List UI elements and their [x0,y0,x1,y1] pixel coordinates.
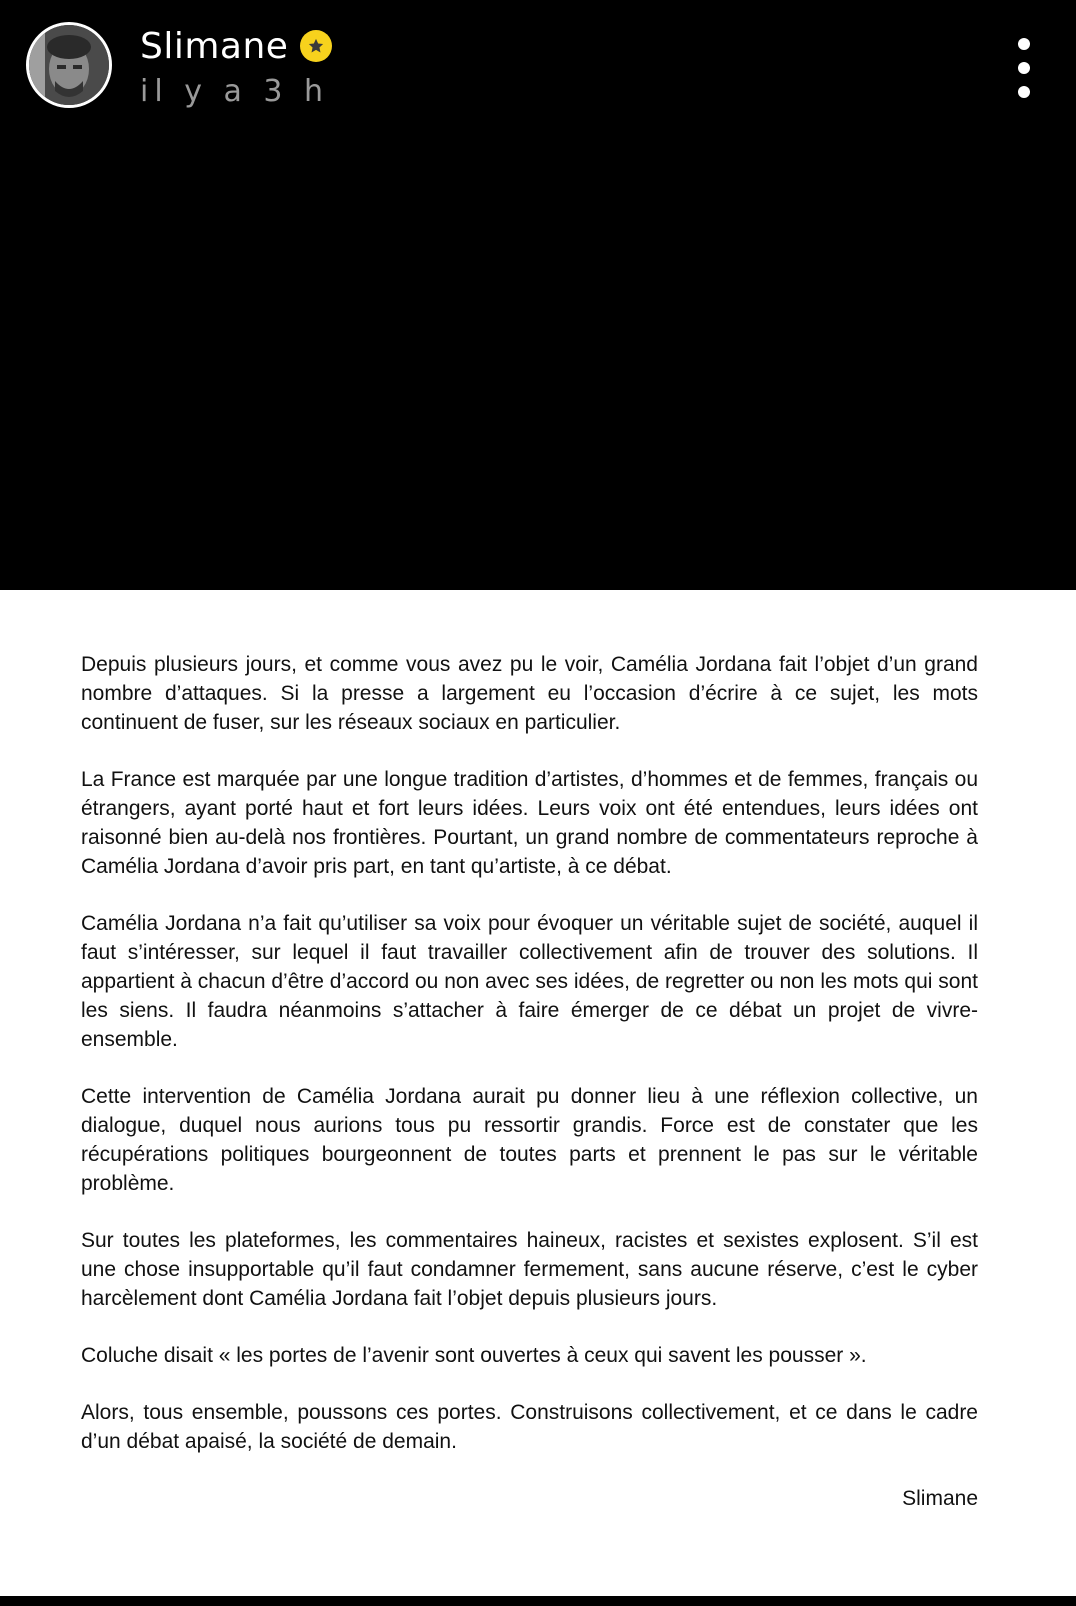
paragraph: Camélia Jordana n’a fait qu’utiliser sa voix pour évoquer un véritable sujet de société, auquel il faut s’intéresser, sur lequel il faut travailler collectivement afin de trouver des solutions. Il appartient à chacun d’être d’accord ou non avec ses idées, de regretter ou non les mots qui sont les siens. Il faudra néanmoins s’attacher à faire émerger de ce débat un projet de vivre-ensemble. [81,912,978,1051]
username[interactable]: Slimane [140,25,289,67]
more-vertical-icon-dot [1018,86,1030,98]
paragraph: Alors, tous ensemble, poussons ces portes. Construisons collectivement, et ce dans le cadre d’un débat apaisé, la société de demain. [81,1401,978,1453]
paragraph: Cette intervention de Camélia Jordana aurait pu donner lieu à une réflexion collective, un dialogue, duquel nous aurions tous pu ressortir grandis. Force est de constater que les récupérations politiques bourgeonnent de toutes parts et prennent le pas sur le véritable problème. [81,1085,978,1195]
more-options-button[interactable] [1006,38,1042,98]
paragraph: Depuis plusieurs jours, et comme vous avez pu le voir, Camélia Jordana fait l’objet d’un grand nombre d’attaques. Si la presse a largement eu l’occasion d’écrire à ce sujet, les mots continuent de fuser, sur les réseaux sociaux en particulier. [81,653,978,734]
more-vertical-icon-dot [1018,62,1030,74]
signature: Slimane [902,1487,978,1510]
bottom-edge [0,1596,1076,1606]
avatar[interactable] [26,22,112,108]
avatar-photo [29,25,109,105]
star-icon [300,30,332,62]
statement-body [81,650,978,1541]
paragraph: Sur toutes les plateformes, les commentaires haineux, racistes et sexistes explosent. S’il est une chose insupportable qu’il faut condamner fermement, sans aucune réserve, c’est le cyber harcèlement dont Camélia Jordana fait l’objet depuis plusieurs jours. [81,1229,978,1310]
paragraph: La France est marquée par une longue tradition d’artistes, d’hommes et de femmes, français ou étrangers, ayant porté haut et fort leurs idées. Leurs voix ont été entendues, leurs idées ont raisonné bien au-delà nos frontières. Pourtant, un grand nombre de commentateurs reproche à Camélia Jordana d’avoir pris part, en tant qu’artiste, à ce débat. [81,768,978,878]
timestamp: il y a 3 h [140,74,330,109]
more-vertical-icon [1018,38,1030,50]
paragraph: Coluche disait « les portes de l’avenir sont ouvertes à ceux qui savent les pousser ». [81,1344,867,1367]
statement-document [0,590,1076,1596]
story-header-area [0,0,1076,590]
username-row [140,22,332,70]
